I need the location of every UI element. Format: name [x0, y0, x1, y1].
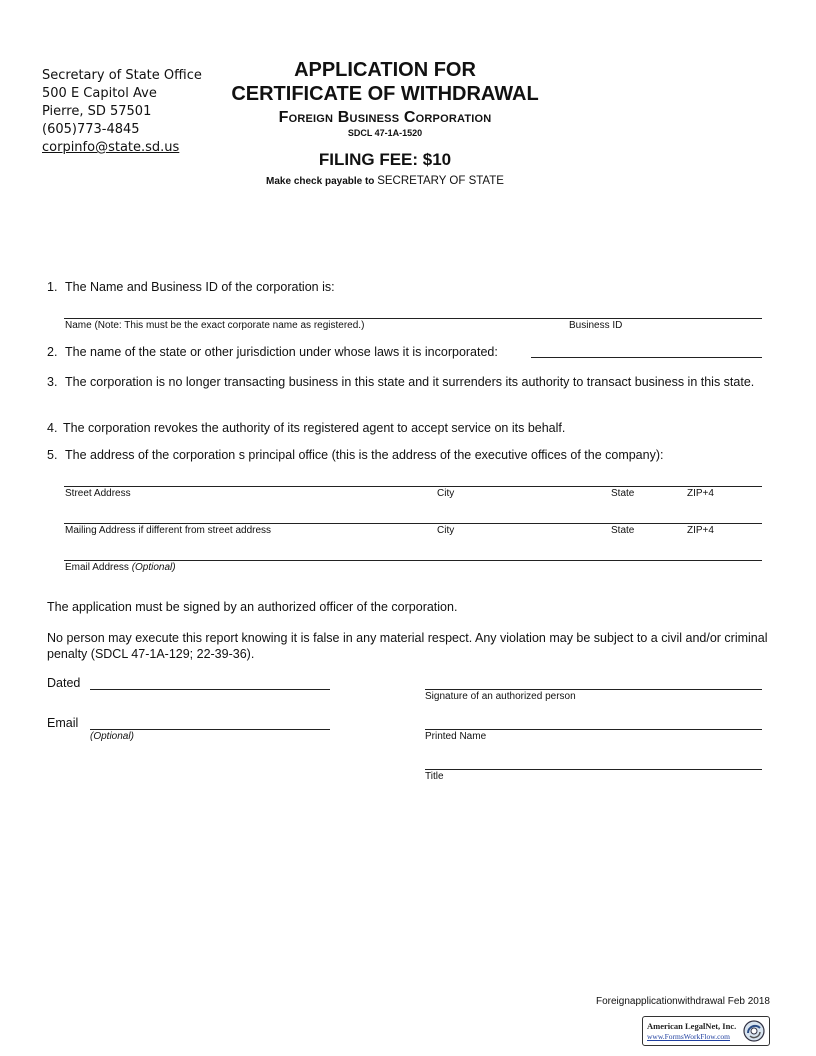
mailing-zip-label: ZIP+4: [687, 525, 714, 536]
mailing-address-field[interactable]: [64, 523, 762, 524]
globe-logo-icon: [742, 1019, 766, 1043]
email-label: Email: [47, 716, 79, 730]
mailing-city-label: City: [437, 525, 455, 536]
title-line-2: CERTIFICATE OF WITHDRAWAL: [231, 83, 539, 105]
email-address-label: [65, 562, 176, 574]
office-name: Secretary of State Office: [42, 68, 202, 83]
item-3-number: 3.: [47, 375, 58, 389]
state-label: State: [611, 488, 635, 499]
item-5-text: The address of the corporation s principal office (this is the address of the executive offices of the company):: [65, 448, 664, 462]
payable-line: [190, 175, 580, 188]
title-label: Title: [425, 771, 444, 782]
statute-reference: SDCL 47-1A-1520: [347, 128, 423, 138]
form-id: Foreignapplicationwithdrawal Feb 2018: [596, 996, 770, 1007]
email-address-text: Email Address: [65, 562, 132, 573]
email-address-field[interactable]: [64, 560, 762, 561]
signature-notice: The application must be signed by an authorized officer of the corporation.: [47, 600, 458, 614]
printed-name-label: Printed Name: [425, 731, 487, 742]
signature-field[interactable]: [425, 689, 762, 690]
office-phone: (605)773-4845: [42, 122, 140, 137]
printed-name-field[interactable]: [425, 729, 762, 730]
item-4-number: 4.: [47, 421, 58, 435]
jurisdiction-field[interactable]: [531, 357, 762, 358]
item-2-number: 2.: [47, 345, 58, 359]
legalnet-badge[interactable]: [642, 1016, 770, 1046]
item-2-text: The name of the state or other jurisdiction under whose laws it is incorporated:: [65, 345, 498, 359]
street-address-field[interactable]: [64, 486, 762, 487]
email-field[interactable]: [90, 729, 330, 730]
payable-prefix: Make check payable to: [266, 176, 378, 187]
penalty-notice: No person may execute this report knowing it is false in any material respect. Any violation may be subject to a civil and/or criminal penalty (SDCL 47-1A-129; 22-39-36).: [47, 631, 768, 661]
business-id-label: Business ID: [569, 320, 623, 331]
mailing-state-label: State: [611, 525, 635, 536]
street-address-label: Street Address: [65, 488, 131, 499]
dated-field[interactable]: [90, 689, 330, 690]
item-4-text: The corporation revokes the authority of its registered agent to accept service on its behalf.: [63, 421, 566, 435]
item-3-text: The corporation is no longer transacting business in this state and it surrenders its authority to transact business in this state.: [65, 375, 755, 389]
title-line-1: APPLICATION FOR: [294, 59, 476, 81]
office-address: [42, 67, 202, 157]
title-field[interactable]: [425, 769, 762, 770]
dated-label: Dated: [47, 676, 81, 690]
office-street: 500 E Capitol Ave: [42, 86, 157, 101]
office-city: Pierre, SD 57501: [42, 104, 152, 119]
filing-fee: FILING FEE: $10: [318, 150, 452, 169]
badge-name: American LegalNet, Inc.: [647, 1021, 737, 1031]
office-email-link[interactable]: corpinfo@state.sd.us: [42, 140, 180, 155]
badge-url[interactable]: www.FormsWorkFlow.com: [647, 1032, 731, 1041]
item-1-text: The Name and Business ID of the corporation is:: [65, 280, 335, 294]
email-optional-note: (Optional): [131, 562, 176, 573]
form-subtitle: Foreign Business Corporation: [278, 109, 492, 126]
payable-to: SECRETARY OF STATE: [377, 175, 504, 187]
zip-label: ZIP+4: [687, 488, 714, 499]
name-id-field[interactable]: [64, 318, 762, 319]
item-1-number: 1.: [47, 280, 58, 294]
email-optional-label: (Optional): [90, 731, 134, 742]
mailing-address-label: Mailing Address if different from street address: [65, 525, 272, 536]
city-label: City: [437, 488, 455, 499]
signature-label: Signature of an authorized person: [425, 691, 576, 702]
item-5-number: 5.: [47, 448, 58, 462]
name-field-label: Name (Note: This must be the exact corporate name as registered.): [65, 320, 365, 331]
